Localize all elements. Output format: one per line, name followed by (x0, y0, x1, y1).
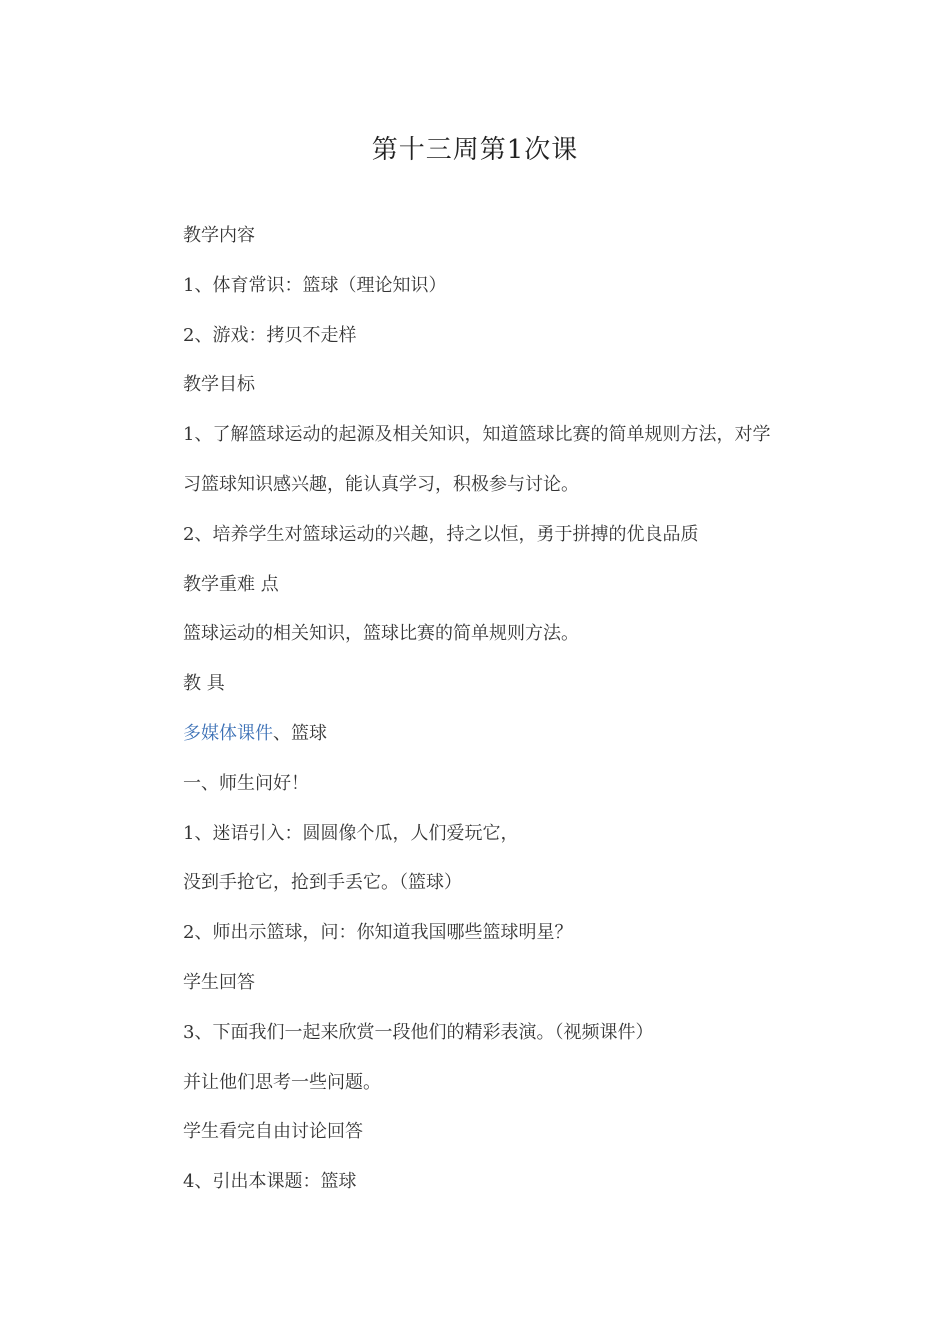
step-greeting: 一、师生问好！ (183, 772, 309, 794)
student-answer: 学生回答 (183, 971, 255, 993)
step-introduce-topic: 4、引出本课题：篮球 (183, 1171, 357, 1193)
goal-item-2: 2、培养学生对篮球运动的兴趣，持之以恒，勇于拼搏的优良品质 (183, 523, 699, 545)
key-points-text: 篮球运动的相关知识，篮球比赛的简单规则方法。 (183, 623, 579, 645)
step-watch-video: 3、下面我们一起来欣赏一段他们的精彩表演。（视频课件） (183, 1021, 654, 1043)
goal-item-1-part-2: 习篮球知识感兴趣，能认真学习，积极参与讨论。 (183, 473, 579, 495)
section-heading-key-points: 教学重难 点 (183, 573, 279, 595)
document-body (183, 220, 803, 1216)
step-show-basketball: 2、师出示篮球，问：你知道我国哪些篮球明星？ (183, 922, 573, 944)
section-heading-content: 教学内容 (183, 225, 255, 246)
step-riddle-part-1: 1、迷语引入：圆圆像个瓜，人们爱玩它， (183, 822, 519, 844)
content-item-2: 2、游戏：拷贝不走样 (183, 324, 357, 346)
multimedia-courseware-link[interactable]: 多媒体课件 (183, 722, 273, 744)
tools-rest-text: 、篮球 (273, 722, 327, 744)
content-item-1: 1、体育常识：篮球（理论知识） (183, 274, 447, 296)
step-riddle-part-2: 没到手抢它，抢到手丢它。（篮球） (183, 872, 462, 894)
student-discussion: 学生看完自由讨论回答 (183, 1121, 363, 1143)
document-title: 第十三周第1次课 (371, 135, 579, 165)
tools-line (183, 718, 803, 768)
section-heading-tools: 教 具 (183, 673, 225, 695)
goal-item-1-part-1: 1、了解篮球运动的起源及相关知识，知道篮球比赛的简单规则方法，对学 (183, 424, 771, 446)
section-heading-goals: 教学目标 (183, 374, 255, 396)
step-think-questions: 并让他们思考一些问题。 (183, 1071, 381, 1093)
